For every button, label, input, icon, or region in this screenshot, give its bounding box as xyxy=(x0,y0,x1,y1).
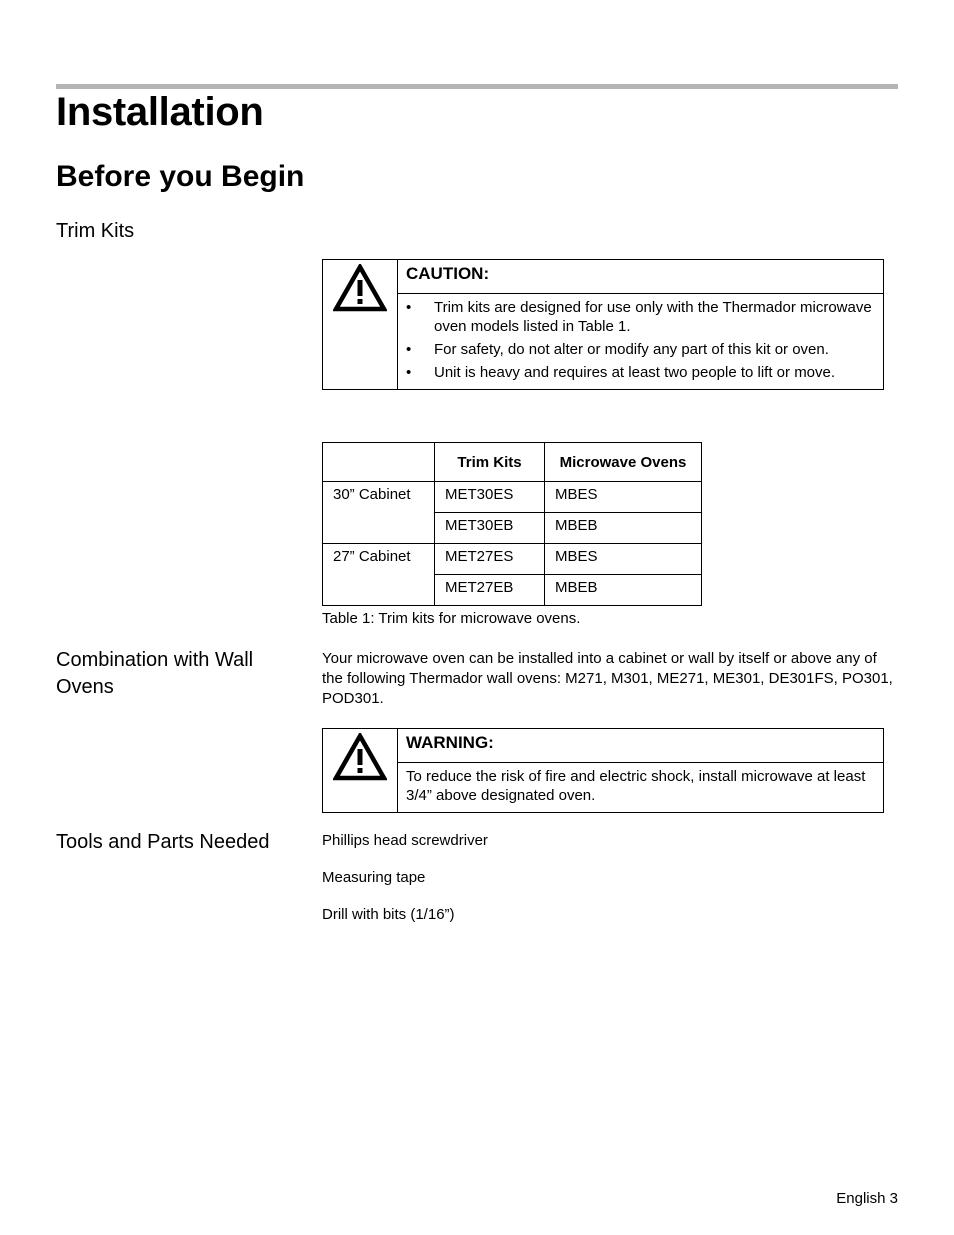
table-caption: Table 1: Trim kits for microwave ovens. xyxy=(322,610,581,627)
page-footer: English 3 xyxy=(836,1190,898,1207)
combination-heading: Combination with Wall Ovens xyxy=(56,649,254,698)
table-header-cell: Microwave Ovens xyxy=(545,443,702,482)
table-header-cell: Trim Kits xyxy=(435,443,545,482)
warning-box xyxy=(322,728,884,813)
caution-item: • For safety, do not alter or modify any part of this kit or oven. xyxy=(406,341,829,358)
bullet: • xyxy=(406,364,412,381)
table-header-cell xyxy=(323,443,435,482)
top-rule xyxy=(56,84,898,89)
warning-triangle-icon xyxy=(333,264,387,312)
table-header-row xyxy=(323,443,702,482)
combination-paragraph: Your microwave oven can be installed into a cabinet or wall by itself or above any of the following Thermador wall ovens: M271, M301, ME271, ME301, DE301FS, PO301, POD301. xyxy=(322,650,893,707)
table-cell: MBEB xyxy=(545,575,702,606)
trim-kits-heading: Trim Kits xyxy=(56,220,135,242)
caution-item: • Trim kits are designed for use only with the Thermador microwave oven models listed in Table 1. xyxy=(406,299,872,335)
table-cell: MBES xyxy=(545,482,702,513)
cabinet-cell: 30” Cabinet xyxy=(323,482,435,544)
caution-item: • Unit is heavy and requires at least two people to lift or move. xyxy=(406,364,836,381)
caution-box xyxy=(322,259,884,390)
table-cell: MBEB xyxy=(545,513,702,544)
table-row xyxy=(323,544,702,575)
table-cell: MBES xyxy=(545,544,702,575)
tool-item: Measuring tape xyxy=(322,869,426,886)
warning-title: WARNING: xyxy=(398,729,883,763)
table-row xyxy=(323,482,702,513)
warning-body: To reduce the risk of fire and electric shock, install microwave at least 3/4” above designated oven. xyxy=(406,768,866,804)
table-cell: MET30EB xyxy=(435,513,545,544)
table-cell: MET30ES xyxy=(435,482,545,513)
caution-list xyxy=(406,298,875,382)
page-title: Installation xyxy=(56,90,264,134)
tools-heading: Tools and Parts Needed xyxy=(56,831,270,853)
table-cell: MET27ES xyxy=(435,544,545,575)
tool-item: Drill with bits (1/16”) xyxy=(322,906,455,923)
trim-kits-table xyxy=(322,442,702,606)
tool-item: Phillips head screwdriver xyxy=(322,832,488,849)
table-cell: MET27EB xyxy=(435,575,545,606)
caution-title: CAUTION: xyxy=(398,260,883,294)
bullet: • xyxy=(406,299,412,316)
cabinet-cell: 27” Cabinet xyxy=(323,544,435,606)
warning-triangle-icon xyxy=(333,733,387,781)
bullet: • xyxy=(406,341,412,358)
page-subtitle: Before you Begin xyxy=(56,160,305,193)
